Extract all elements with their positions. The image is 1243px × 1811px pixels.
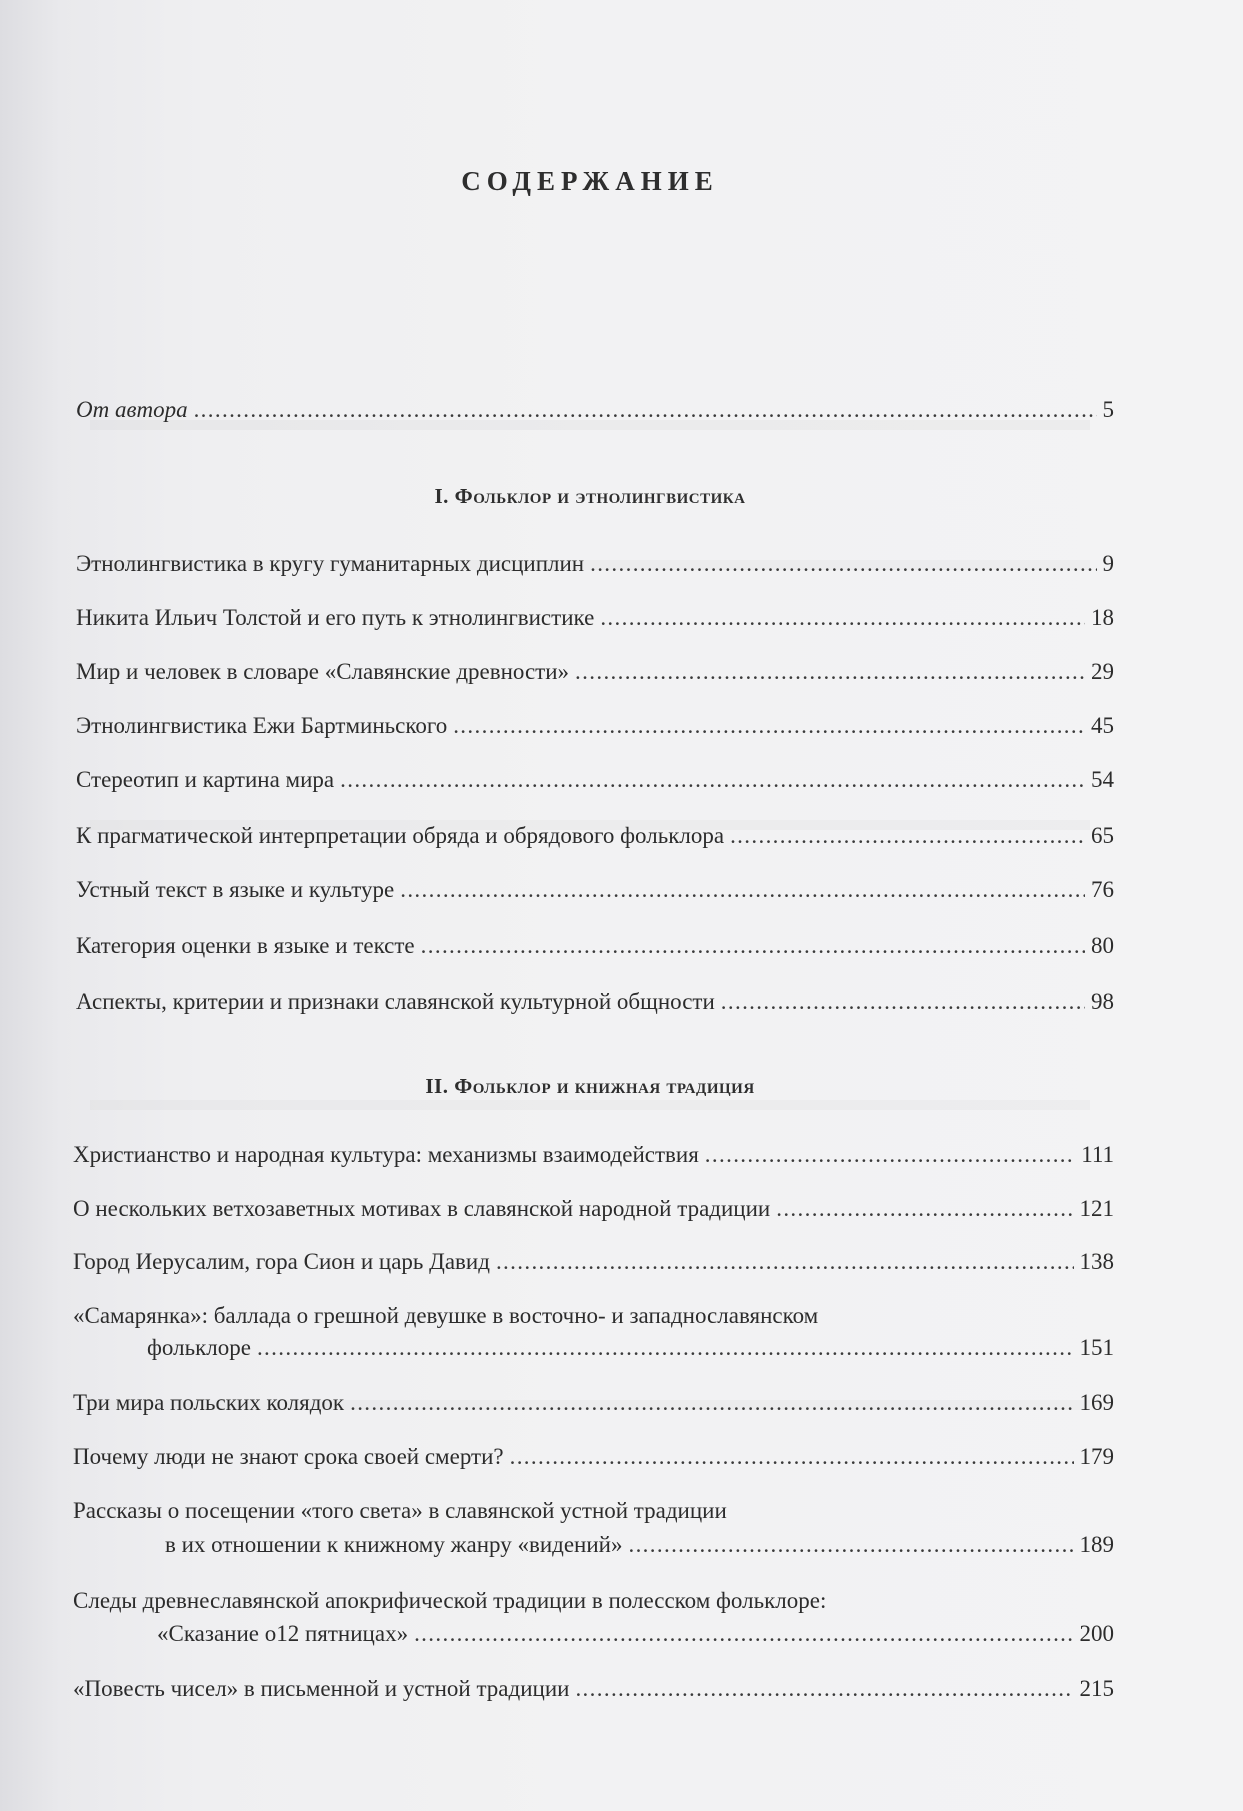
toc-entry-page: 138 (1079, 1249, 1114, 1274)
toc-entry[interactable] (157, 1620, 1114, 1648)
toc-entry[interactable] (76, 988, 1114, 1016)
toc-entry-label: Категория оценки в языке и тексте (76, 933, 415, 958)
toc-entry[interactable] (76, 712, 1114, 740)
dot-leader (705, 1141, 1075, 1169)
toc-entry-page: 76 (1091, 877, 1114, 902)
toc-entry[interactable] (147, 1334, 1114, 1362)
toc-entry[interactable] (73, 1675, 1114, 1703)
toc-entry-page: 45 (1091, 713, 1114, 738)
dot-leader (510, 1443, 1074, 1471)
toc-entry-label: в их отношении к книжному жанру «видений» (165, 1532, 623, 1557)
toc-entry-label: К прагматической интерпретации обряда и обрядового фольклора (76, 823, 725, 848)
toc-entry-page: 121 (1079, 1196, 1114, 1221)
dot-leader (340, 766, 1085, 794)
toc-entry-page: 111 (1081, 1142, 1114, 1167)
toc-entry-preface[interactable] (76, 396, 1114, 424)
toc-entry-label: Город Иерусалим, гора Сион и царь Давид (73, 1249, 490, 1274)
toc-entry-page: 54 (1091, 767, 1114, 792)
toc-entry-first-line[interactable]: Следы древнеславянской апокрифической традиции в полесском фольклоре: (73, 1588, 827, 1613)
toc-entry-page: 18 (1091, 605, 1114, 630)
toc-entry-page: 151 (1079, 1335, 1114, 1360)
dot-leader (257, 1334, 1074, 1362)
dot-leader (194, 396, 1097, 424)
toc-entry-first-line[interactable]: Рассказы о посещении «того света» в славянской устной традиции (73, 1498, 727, 1523)
toc-entry-label: Стереотип и картина мира (76, 767, 335, 792)
toc-entry-label: «Сказание о12 пятницах» (157, 1621, 409, 1646)
toc-entry[interactable] (73, 1443, 1114, 1471)
toc-entry[interactable] (76, 822, 1114, 850)
toc-entry[interactable] (76, 658, 1114, 686)
toc-entry-page: 215 (1079, 1676, 1114, 1701)
dot-leader (453, 712, 1085, 740)
dot-leader (414, 1620, 1073, 1648)
toc-entry-page: 29 (1091, 659, 1114, 684)
toc-entry-label: От автора (76, 397, 188, 422)
toc-entry-label: Этнолингвистика Ежи Бартминьского (76, 713, 448, 738)
toc-entry-label: Аспекты, критерии и признаки славянской культурной общности (76, 989, 715, 1014)
dot-leader (575, 658, 1085, 686)
toc-entry[interactable] (76, 766, 1114, 794)
dot-leader (590, 550, 1096, 578)
toc-entry[interactable] (73, 1248, 1114, 1276)
toc-entry-label: Христианство и народная культура: механизмы взаимодействия (73, 1142, 699, 1167)
toc-entry[interactable] (76, 876, 1114, 904)
toc-entry-page: 200 (1079, 1621, 1114, 1646)
section-heading-2: II. Фольклор и книжная традиция (425, 1074, 755, 1098)
toc-entry-label: Мир и человек в словаре «Славянские древности» (76, 659, 570, 684)
dot-leader (776, 1195, 1073, 1223)
toc-entry-page: 65 (1091, 823, 1114, 848)
toc-entry-page: 189 (1079, 1532, 1114, 1557)
toc-entry[interactable] (76, 604, 1114, 632)
toc-entry-label: О нескольких ветхозаветных мотивах в славянской народной традиции (73, 1196, 771, 1221)
dot-leader (730, 822, 1085, 850)
toc-entry-label: Три мира польских колядок (73, 1390, 345, 1415)
toc-entry-page: 98 (1091, 989, 1114, 1014)
dot-leader (400, 876, 1085, 904)
toc-entry[interactable] (76, 932, 1114, 960)
toc-entry-label: Этнолингвистика в кругу гуманитарных дисциплин (76, 551, 585, 576)
dot-leader (628, 1531, 1073, 1559)
dot-leader (600, 604, 1085, 632)
toc-entry-label: «Повесть чисел» в письменной и устной традиции (73, 1676, 570, 1701)
toc-entry[interactable] (73, 1195, 1114, 1223)
toc-entry[interactable] (165, 1531, 1114, 1559)
toc-entry[interactable] (73, 1141, 1114, 1169)
dot-leader (575, 1675, 1073, 1703)
dot-leader (421, 932, 1085, 960)
toc-entry-label: Никита Ильич Толстой и его путь к этнолингвистике (76, 605, 595, 630)
toc-entry-page: 80 (1091, 933, 1114, 958)
toc-entry-label: Почему люди не знают срока своей смерти? (73, 1444, 504, 1469)
toc-entry-page: 169 (1079, 1390, 1114, 1415)
toc-entry[interactable] (73, 1389, 1114, 1417)
dot-leader (721, 988, 1085, 1016)
toc-entry-page: 5 (1102, 397, 1114, 422)
page-title: СОДЕРЖАНИЕ (461, 166, 719, 196)
toc-entry-page: 9 (1102, 551, 1114, 576)
section-heading-1: I. Фольклор и этнолингвистика (434, 484, 746, 508)
toc-entry-page: 179 (1079, 1444, 1114, 1469)
toc-entry-first-line[interactable]: «Самарянка»: баллада о грешной девушке в восточно- и западнославянском (73, 1303, 819, 1328)
toc-entry-label: фольклоре (147, 1335, 251, 1360)
dot-leader (350, 1389, 1073, 1417)
toc-entry[interactable] (76, 550, 1114, 578)
toc-entry-label: Устный текст в языке и культуре (76, 877, 395, 902)
dot-leader (496, 1248, 1074, 1276)
